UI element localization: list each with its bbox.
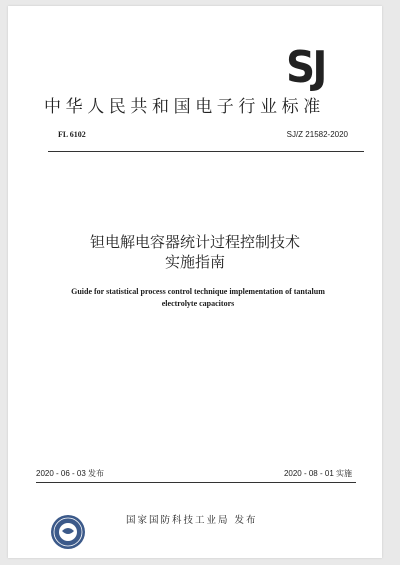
standard-number: SJ/Z 21582-2020 bbox=[286, 130, 348, 139]
document-title-en bbox=[48, 286, 348, 310]
footer-divider bbox=[36, 482, 356, 483]
official-seal-icon bbox=[50, 514, 86, 550]
header-divider bbox=[48, 151, 364, 152]
document-title-cn bbox=[8, 232, 382, 272]
title-cn-line-2: 实施指南 bbox=[164, 253, 225, 271]
issuing-authority: 国家国防科技工业局 发布 bbox=[126, 515, 258, 526]
sj-logo: SJ bbox=[286, 42, 325, 93]
ics-code: FL 6102 bbox=[58, 130, 86, 139]
title-cn-line-1: 钽电解电容器统计过程控制技术 bbox=[89, 233, 300, 251]
title-en-line-1: Guide for statistical process control technique implementation of tantalum bbox=[71, 287, 325, 296]
document-page bbox=[8, 6, 382, 558]
publish-date: 2020 - 06 - 03 发布 bbox=[36, 469, 105, 478]
implement-date: 2020 - 08 - 01 实施 bbox=[283, 469, 352, 478]
title-en-line-2: electrolyte capacitors bbox=[161, 299, 235, 308]
standard-type-title: 中华人民共和国电子行业标准 bbox=[44, 97, 325, 117]
